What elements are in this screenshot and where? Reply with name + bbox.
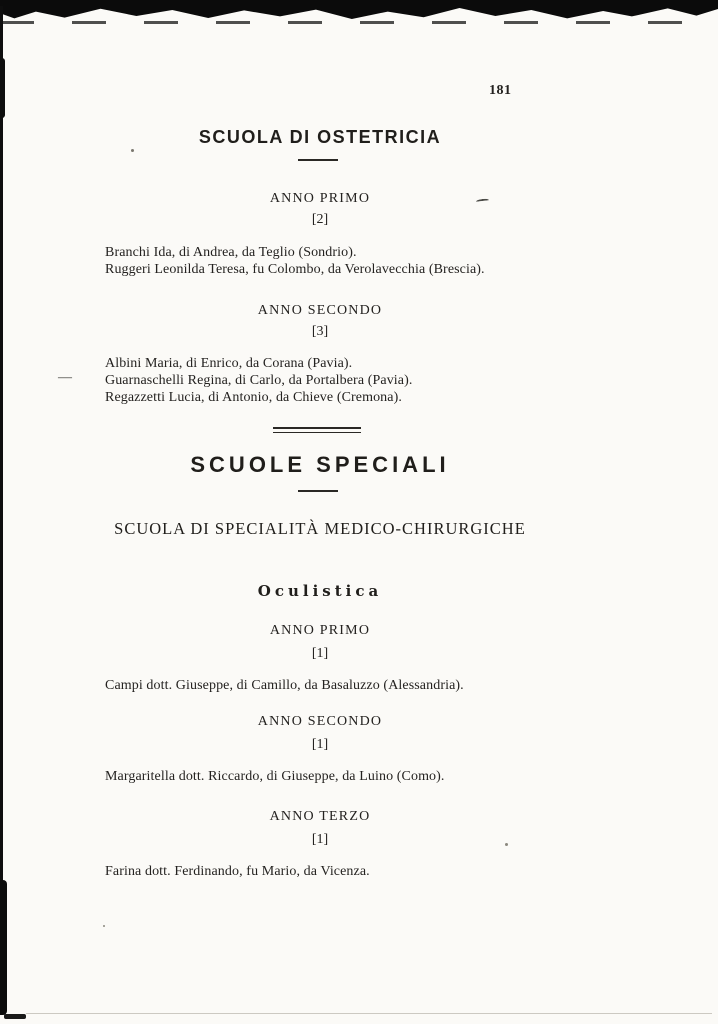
scan-edge-left-blob: [0, 58, 5, 118]
margin-mark: —: [58, 370, 72, 385]
scan-edge-left: [0, 6, 3, 1014]
scan-edge-bottom: [26, 1013, 712, 1014]
page-number: 181: [489, 83, 512, 98]
section-title-ostetricia: SCUOLA DI OSTETRICIA: [198, 127, 442, 147]
count-anno-primo: [1]: [311, 646, 329, 661]
entry-line: Farina dott. Ferdinando, fu Mario, da Vicenza.: [105, 864, 370, 879]
entry-line: Margaritella dott. Riccardo, di Giuseppe, da Luino (Como).: [105, 769, 445, 784]
scan-edge-top: [0, 0, 718, 20]
entry-line: Campi dott. Giuseppe, di Camillo, da Basaluzzo (Alessandria).: [105, 678, 464, 693]
count-anno-primo: [2]: [311, 212, 329, 227]
scan-speckle: [131, 149, 134, 152]
section-title-scuole-speciali: SCUOLE SPECIALI: [190, 452, 450, 477]
subject-heading-oculistica: Oculistica: [257, 582, 383, 600]
heading-anno-primo: ANNO PRIMO: [269, 191, 371, 206]
heading-anno-secondo: ANNO SECONDO: [257, 714, 383, 729]
heading-anno-primo: ANNO PRIMO: [269, 623, 371, 638]
title-rule: [298, 159, 338, 161]
scan-speckle: [4, 1014, 26, 1019]
scan-edge-top-dashes: [0, 21, 718, 24]
heading-anno-terzo: ANNO TERZO: [269, 809, 371, 824]
entry-line: Regazzetti Lucia, di Antonio, da Chieve (Cremona).: [105, 390, 402, 405]
title-rule: [298, 490, 338, 492]
count-anno-terzo: [1]: [311, 832, 329, 847]
entry-line: Albini Maria, di Enrico, da Corana (Pavia).: [105, 356, 353, 371]
scan-speckle: [103, 925, 105, 927]
count-anno-secondo: [1]: [311, 737, 329, 752]
scan-edge-left-blob: [0, 880, 7, 1015]
section-divider: [273, 427, 361, 433]
entry-line: Guarnaschelli Regina, di Carlo, da Portalbera (Pavia).: [105, 373, 413, 388]
heading-anno-secondo: ANNO SECONDO: [257, 303, 383, 318]
count-anno-secondo: [3]: [311, 324, 329, 339]
subsection-title-specialita: SCUOLA DI SPECIALITÀ MEDICO-CHIRURGICHE: [114, 519, 526, 538]
entry-line: Branchi Ida, di Andrea, da Teglio (Sondrio).: [105, 245, 357, 260]
entry-line: Ruggeri Leonilda Teresa, fu Colombo, da Verolavecchia (Brescia).: [105, 262, 485, 277]
